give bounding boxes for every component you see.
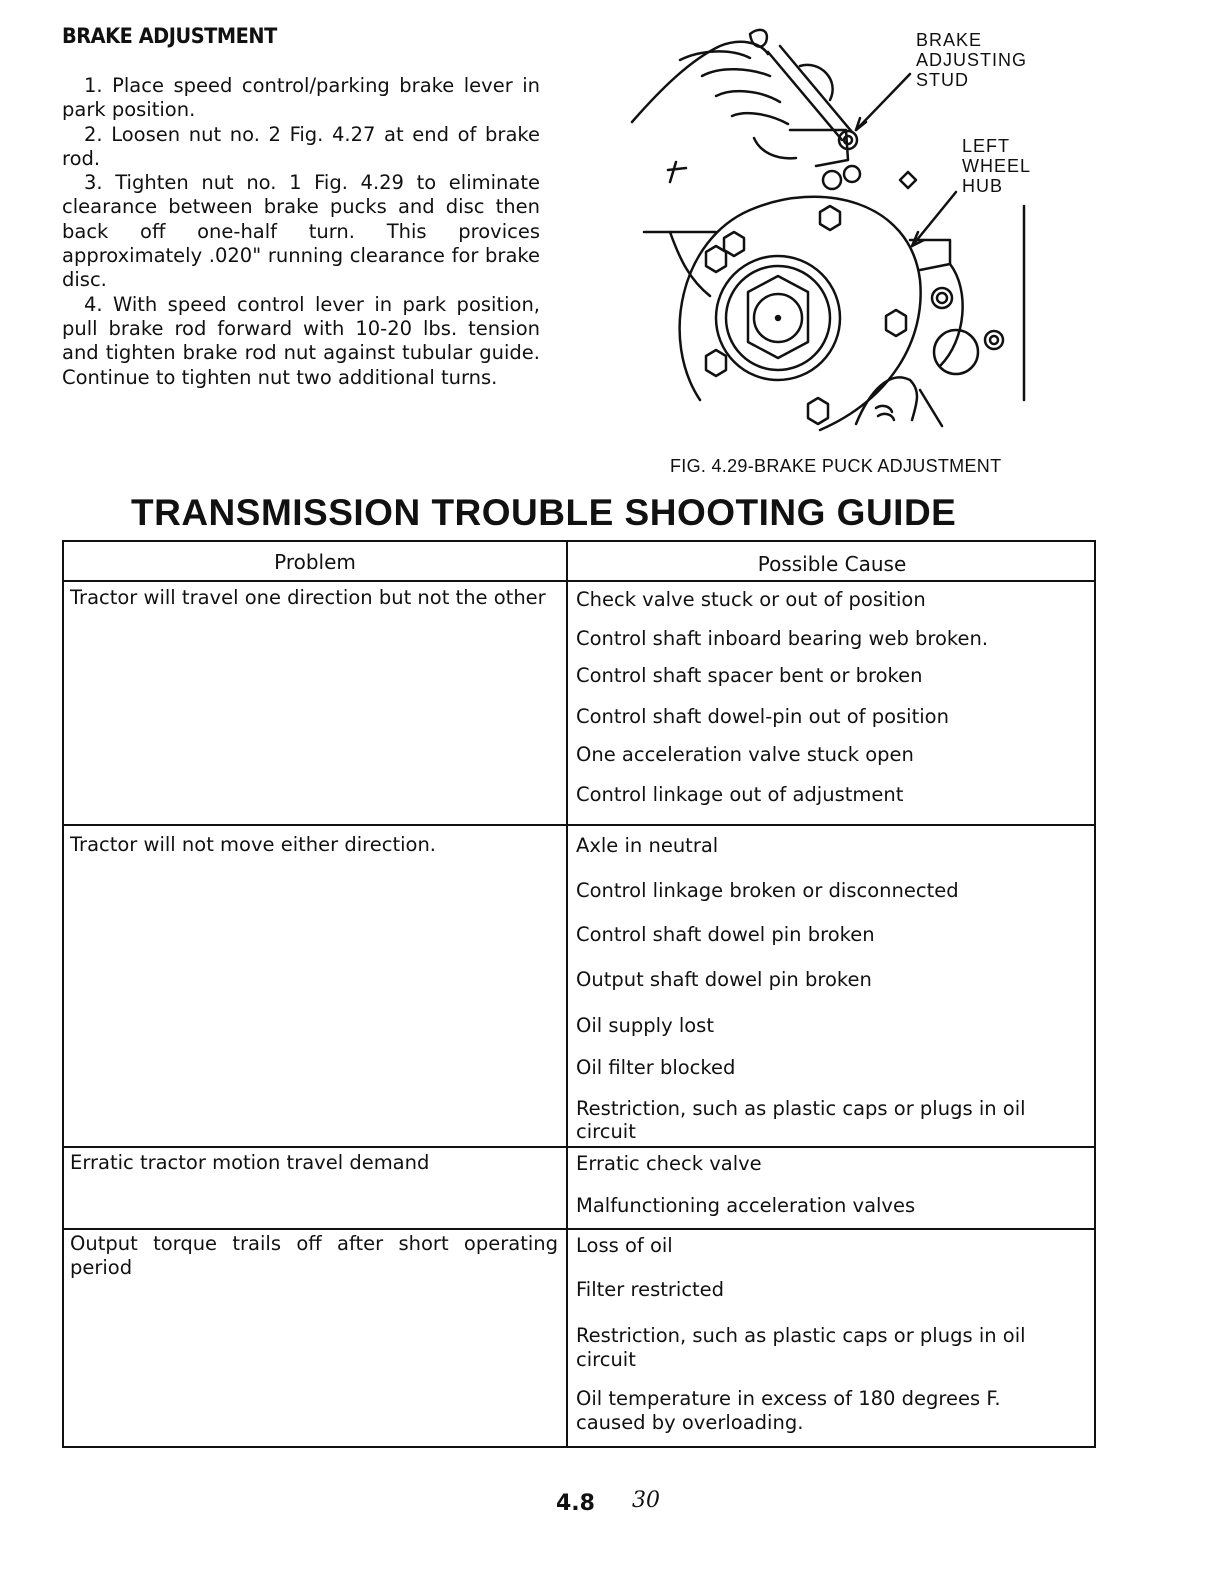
cause-item: Malfunctioning acceleration valves [576, 1194, 916, 1217]
cause-item: Control shaft spacer bent or broken [576, 664, 923, 687]
label-left-wheel-hub: LEFT WHEEL HUB [962, 136, 1032, 196]
cause-item: Control linkage out of adjustment [576, 783, 904, 806]
cause-item: Control shaft dowel pin broken [576, 923, 875, 946]
row-divider [64, 824, 1094, 826]
column-divider [566, 542, 568, 1446]
cause-item: Control linkage broken or disconnected [576, 879, 959, 902]
problem-cell: Tractor will travel one direction but not the other [70, 586, 546, 609]
figure-caption: FIG. 4.29-BRAKE PUCK ADJUSTMENT [670, 456, 1002, 476]
page-number: 4.8 [556, 1491, 595, 1516]
troubleshooting-table [62, 540, 1096, 1448]
section-heading-brake-adjustment: BRAKE ADJUSTMENT [62, 24, 277, 48]
row-divider [64, 1146, 1094, 1148]
brake-step: 4. With speed control lever in park position, pull brake rod forward with 10-20 lbs. tension and tighten brake rod nut against tubular guide. Continue to tighten nut two additional turns. [62, 292, 540, 389]
problem-cell: Tractor will not move either direction. [70, 833, 437, 856]
page-title: TRANSMISSION TROUBLE SHOOTING GUIDE [131, 492, 957, 533]
cause-item: Oil temperature in excess of 180 degrees F. caused by overloading. [576, 1387, 1001, 1434]
row-divider [64, 580, 1094, 582]
column-header-cause: Possible Cause [757, 552, 907, 576]
problem-cell: Output torque trails off after short operating period [70, 1232, 558, 1279]
brake-steps [62, 74, 540, 390]
cause-item: Control shaft dowel-pin out of position [576, 705, 949, 728]
cause-item: Oil filter blocked [576, 1056, 736, 1079]
label-brake-adjusting-stud: BRAKE ADJUSTING STUD [916, 30, 1028, 90]
problem-cell: Erratic tractor motion travel demand [70, 1151, 430, 1174]
brake-step: 3. Tighten nut no. 1 Fig. 4.29 to eliminate clearance between brake pucks and disc then back off one-half turn. This provices approximately .020" running clearance for brake disc. [62, 171, 540, 292]
cause-item: Restriction, such as plastic caps or plugs in oil circuit [576, 1097, 1026, 1143]
row-divider [64, 1228, 1094, 1230]
handwritten-page-number: 30 [632, 1488, 660, 1513]
cause-item: Output shaft dowel pin broken [576, 968, 872, 991]
cause-item: Oil supply lost [576, 1014, 714, 1037]
cause-item: Axle in neutral [576, 834, 719, 857]
cause-item: Loss of oil [576, 1234, 673, 1257]
cause-item: Control shaft inboard bearing web broken. [576, 627, 989, 650]
brake-puck-figure [620, 20, 1060, 440]
cause-item: Filter restricted [576, 1278, 725, 1301]
brake-step: 1. Place speed control/parking brake lever in park position. [62, 74, 540, 122]
cause-item: Restriction, such as plastic caps or plugs in oil circuit [576, 1324, 1026, 1371]
cause-item: Check valve stuck or out of position [576, 588, 926, 611]
brake-step: 2. Loosen nut no. 2 Fig. 4.27 at end of brake rod. [62, 122, 540, 170]
cause-item: One acceleration valve stuck open [576, 743, 914, 766]
column-header-problem: Problem [274, 550, 356, 574]
cause-item: Erratic check valve [576, 1152, 762, 1175]
